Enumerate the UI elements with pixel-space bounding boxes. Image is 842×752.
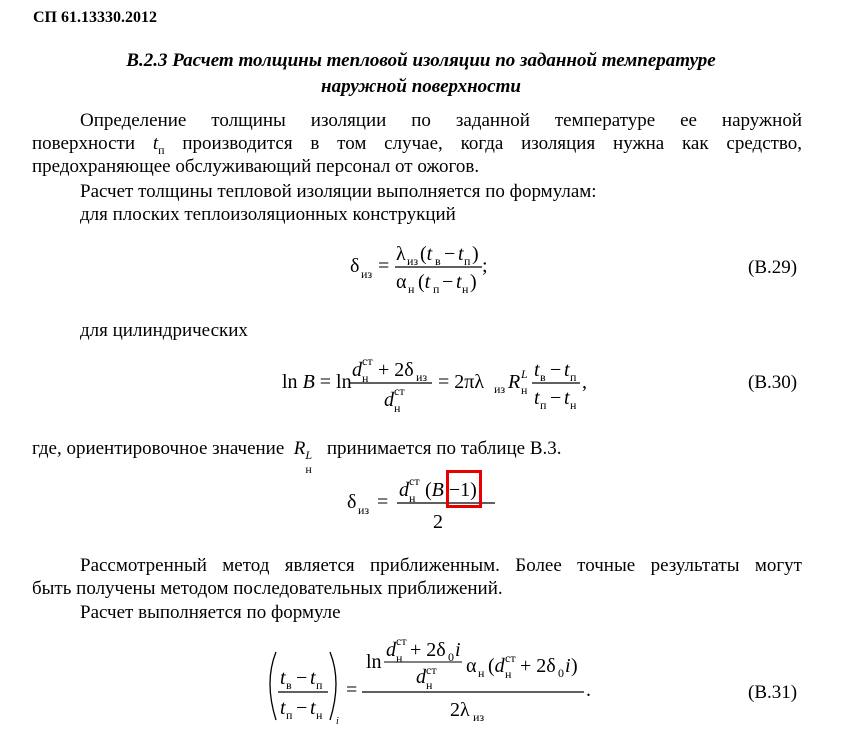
svg-text:в: в — [540, 370, 546, 384]
svg-text:i: i — [565, 655, 571, 677]
svg-text:н: н — [570, 398, 577, 412]
svg-text:п: п — [540, 398, 547, 412]
para4: для цилиндрических — [80, 320, 248, 341]
para1-line2-b: производится в том случае, когда изоляция нужна как средство, — [182, 133, 803, 154]
svg-text:п: п — [316, 678, 323, 692]
svg-text:−: − — [296, 667, 308, 689]
formula-b29 — [330, 236, 510, 296]
section-title-line2: наружной поверхности — [321, 76, 521, 97]
svg-text:α: α — [466, 655, 477, 677]
svg-text:(B −1): (B −1) — [425, 479, 477, 501]
para1-line2-a: поверхности — [32, 133, 136, 154]
svg-text:d: d — [399, 479, 409, 501]
svg-text:из: из — [407, 254, 419, 268]
svg-text:t: t — [310, 697, 316, 719]
para1-line2: поверхности $t_п$ производится в том случае, когда изоляция нужна как средство, — [32, 133, 803, 157]
svg-text:(t: (t — [418, 271, 431, 293]
svg-text:0: 0 — [448, 650, 454, 664]
svg-text:i: i — [455, 639, 461, 661]
para5: где, ориентировочное значение R L н принимается по таблице В.3. — [32, 438, 562, 476]
svg-text:−: − — [442, 271, 454, 293]
svg-text:н: н — [462, 282, 469, 296]
svg-text:из: из — [494, 382, 506, 396]
svg-text:+ 2δ: + 2δ — [378, 359, 414, 381]
svg-text:;: ; — [482, 255, 488, 277]
para2: Расчет толщины тепловой изоляции выполняется по формулам: — [80, 181, 597, 202]
svg-text:t: t — [534, 387, 540, 409]
svg-text:п: п — [286, 708, 293, 722]
svg-text:−: − — [550, 359, 562, 381]
svg-text:d: d — [352, 359, 362, 381]
svg-text:0: 0 — [558, 666, 564, 680]
svg-text:ст: ст — [394, 384, 405, 398]
svg-text:,: , — [582, 371, 587, 393]
para6-line1: Рассмотренный метод является приближенным. Более точные результаты могут — [80, 555, 802, 576]
svg-text:): ) — [472, 243, 479, 265]
svg-text:−: − — [444, 243, 456, 265]
svg-text:н: н — [521, 383, 528, 397]
highlight-box — [446, 470, 482, 508]
svg-text:ст: ст — [505, 651, 516, 665]
svg-text:R: R — [508, 371, 521, 393]
svg-text:t: t — [310, 667, 316, 689]
svg-text:н: н — [426, 678, 433, 692]
svg-text:в: в — [286, 678, 292, 692]
svg-text:ст: ст — [426, 663, 437, 677]
svg-text:из: из — [358, 503, 370, 517]
svg-text:в: в — [435, 254, 441, 268]
svg-text:−: − — [550, 387, 562, 409]
formula-b31 — [262, 636, 612, 728]
svg-text:ст: ст — [362, 354, 373, 368]
para1-line3: предохраняющее обслуживающий персонал от ожогов. — [32, 156, 480, 177]
formula-b30 — [280, 352, 600, 416]
document-header: СП 61.13330.2012 — [33, 9, 157, 26]
svg-text:δ: δ — [347, 491, 357, 513]
svg-text:): ) — [470, 271, 477, 293]
svg-text:t: t — [456, 271, 462, 293]
eq-b31-number: (В.31) — [748, 682, 798, 703]
eq-b29-number: (В.29) — [748, 257, 798, 278]
svg-text:н: н — [408, 282, 415, 296]
para5-a: где, ориентировочное значение — [32, 438, 285, 459]
svg-text:п: п — [433, 282, 440, 296]
svg-text:н: н — [505, 667, 512, 681]
svg-text:п: п — [464, 254, 471, 268]
svg-text:из: из — [473, 710, 485, 724]
svg-text:ст: ст — [409, 474, 420, 488]
svg-text:+ 2δ: + 2δ — [520, 655, 556, 677]
svg-text:(d: (d — [488, 655, 505, 677]
svg-text:= 2πλ: = 2πλ — [438, 371, 485, 393]
svg-text:н: н — [316, 708, 323, 722]
svg-text:из: из — [361, 267, 373, 281]
svg-text:d: d — [386, 639, 396, 661]
svg-text:н: н — [478, 666, 485, 680]
svg-text:d: d — [384, 389, 394, 411]
para6-line2: быть получены методом последовательных приближений. — [32, 578, 503, 599]
svg-text:δ: δ — [350, 255, 360, 277]
svg-text:t: t — [280, 697, 286, 719]
svg-text:ln B = ln: ln B = ln — [282, 371, 352, 393]
svg-text:−: − — [296, 697, 308, 719]
svg-text:t: t — [458, 243, 464, 265]
eq-b30-number: (В.30) — [748, 372, 798, 393]
svg-text:ст: ст — [396, 636, 407, 648]
svg-text:=: = — [377, 491, 389, 513]
svg-text:2: 2 — [433, 511, 443, 533]
svg-text:(t: (t — [420, 243, 433, 265]
para3: для плоских теплоизоляционных конструкций — [80, 204, 456, 225]
svg-text:ln: ln — [366, 651, 382, 673]
svg-text:L: L — [521, 367, 528, 381]
svg-text:п: п — [570, 370, 577, 384]
svg-text:): ) — [571, 655, 578, 677]
svg-text:=: = — [346, 679, 358, 701]
svg-text:н: н — [362, 371, 369, 385]
svg-text:.: . — [586, 679, 591, 701]
para1-line1: Определение толщины изоляции по заданной температуре ее наружной — [80, 110, 802, 131]
svg-text:d: d — [416, 666, 426, 688]
svg-text:н: н — [396, 651, 403, 665]
svg-text:t: t — [534, 359, 540, 381]
section-title-line1: В.2.3 Расчет толщины тепловой изоляции по заданной температуре — [126, 50, 716, 71]
svg-text:λ: λ — [396, 243, 406, 265]
para7: Расчет выполняется по формуле — [80, 602, 341, 623]
svg-text:из: из — [416, 370, 428, 384]
svg-text:t: t — [280, 667, 286, 689]
svg-text:н: н — [409, 491, 416, 505]
svg-text:t: t — [564, 359, 570, 381]
svg-text:2λ: 2λ — [450, 699, 470, 721]
svg-text:i: i — [336, 716, 339, 727]
svg-text:=: = — [378, 255, 390, 277]
svg-text:+ 2δ: + 2δ — [410, 639, 446, 661]
svg-text:α: α — [396, 271, 407, 293]
para5-b: принимается по таблице В.3. — [326, 438, 562, 459]
svg-text:н: н — [394, 401, 401, 415]
svg-text:t: t — [564, 387, 570, 409]
